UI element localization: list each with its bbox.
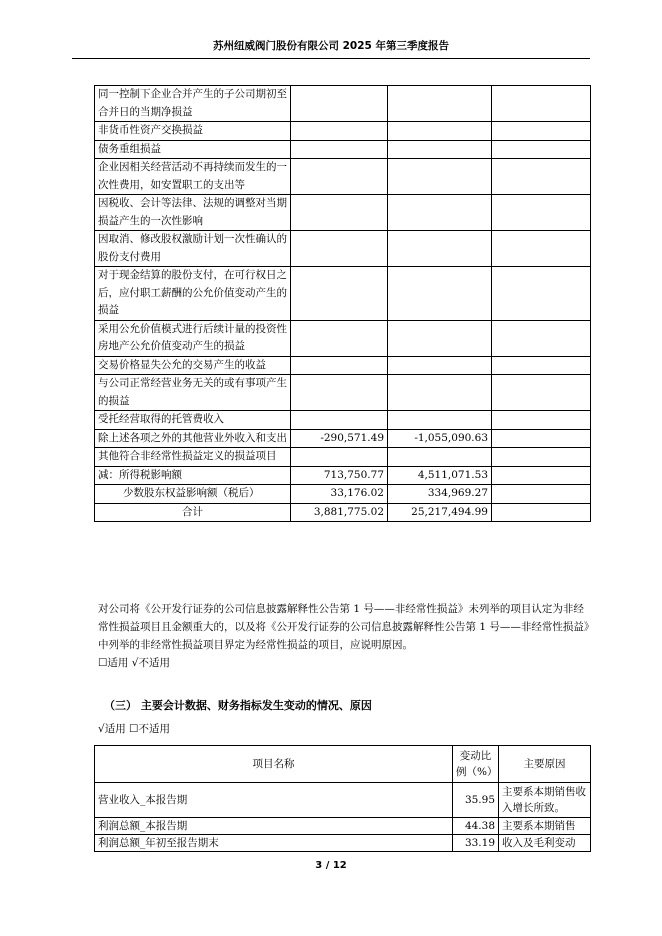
table-row bbox=[95, 122, 591, 141]
row-note bbox=[492, 466, 591, 485]
section-applicability-check: √适用 ☐不适用 bbox=[98, 723, 170, 735]
row-note bbox=[492, 356, 591, 375]
row-value-current bbox=[291, 267, 388, 321]
row-note bbox=[492, 231, 591, 267]
row-change-ratio: 35.95 bbox=[453, 783, 499, 818]
row-note bbox=[492, 429, 591, 448]
row-note bbox=[492, 503, 591, 522]
applicability-check: ☐适用 √不适用 bbox=[98, 657, 170, 669]
explanation-text: 对公司将《公开发行证券的公司信息披露解释性公告第 1 号——非经常性损益》未列举的项目认定为非经常性损益项目且金额重大的，以及将《公开发行证券的公司信息披露解释性公告第 1 号——非经常性损益》中列举的非经常性损益项目界定为经常性损益的项目，应说明原因。 bbox=[98, 603, 590, 651]
row-value-ytd: 334,969.27 bbox=[388, 485, 492, 504]
table-row bbox=[95, 503, 591, 522]
row-value-current bbox=[291, 140, 388, 159]
row-item-label: 因税收、会计等法律、法规的调整对当期损益产生的一次性影响 bbox=[95, 195, 291, 231]
row-item-label: 因取消、修改股权激励计划一次性确认的股份支付费用 bbox=[95, 231, 291, 267]
header-item-name: 项目名称 bbox=[95, 746, 453, 783]
row-item-label: 合计 bbox=[95, 503, 291, 522]
table-row bbox=[95, 411, 591, 430]
row-item-name: 利润总额_年初至报告期末 bbox=[95, 835, 453, 852]
row-note bbox=[492, 485, 591, 504]
row-note bbox=[492, 140, 591, 159]
table-row bbox=[95, 783, 591, 818]
table-row bbox=[95, 818, 591, 835]
table-row bbox=[95, 140, 591, 159]
row-main-reason: 主要系本期销售 bbox=[499, 818, 591, 835]
row-value-current bbox=[291, 411, 388, 430]
row-value-current bbox=[291, 320, 388, 356]
header-divider bbox=[72, 58, 590, 59]
row-value-current bbox=[291, 195, 388, 231]
row-value-ytd bbox=[388, 411, 492, 430]
row-item-label: 受托经营取得的托管费收入 bbox=[95, 411, 291, 430]
row-value-ytd bbox=[388, 86, 492, 122]
row-item-name: 营业收入_本报告期 bbox=[95, 783, 453, 818]
row-item-label: 企业因相关经营活动不再持续而发生的一次性费用，如安置职工的支出等 bbox=[95, 159, 291, 195]
table-row bbox=[95, 356, 591, 375]
row-item-label: 减：所得税影响额 bbox=[95, 466, 291, 485]
row-note bbox=[492, 267, 591, 321]
row-value-ytd: 4,511,071.53 bbox=[388, 466, 492, 485]
row-note bbox=[492, 122, 591, 141]
table-row bbox=[95, 86, 591, 122]
row-value-current bbox=[291, 448, 388, 467]
row-item-name: 利润总额_本报告期 bbox=[95, 818, 453, 835]
row-item-label: 债务重组损益 bbox=[95, 140, 291, 159]
row-item-label: 采用公允价值模式进行后续计量的投资性房地产公允价值变动产生的损益 bbox=[95, 320, 291, 356]
row-value-current: 713,750.77 bbox=[291, 466, 388, 485]
document-header: 苏州纽威阀门股份有限公司 2025 年第三季度报告 bbox=[212, 40, 450, 52]
row-value-ytd bbox=[388, 356, 492, 375]
row-note bbox=[492, 320, 591, 356]
row-value-current: 3,881,775.02 bbox=[291, 503, 388, 522]
row-value-current bbox=[291, 159, 388, 195]
row-value-current bbox=[291, 86, 388, 122]
row-note bbox=[492, 86, 591, 122]
row-value-current: -290,571.49 bbox=[291, 429, 388, 448]
row-item-label: 与公司正常经营业务无关的或有事项产生的损益 bbox=[95, 375, 291, 411]
row-value-ytd: -1,055,090.63 bbox=[388, 429, 492, 448]
row-value-current bbox=[291, 375, 388, 411]
row-main-reason: 收入及毛利变动 bbox=[499, 835, 591, 852]
row-value-ytd bbox=[388, 140, 492, 159]
table-row bbox=[95, 231, 591, 267]
table-row bbox=[95, 159, 591, 195]
section-title: （三） 主要会计数据、财务指标发生变动的情况、原因 bbox=[104, 699, 372, 712]
row-item-label: 对于现金结算的股份支付，在可行权日之后，应付职工薪酬的公允价值变动产生的损益 bbox=[95, 267, 291, 321]
header-change-ratio: 变动比例（%） bbox=[453, 746, 499, 783]
table-row bbox=[95, 375, 591, 411]
non-recurring-items-table bbox=[94, 85, 591, 522]
table-row bbox=[95, 267, 591, 321]
row-value-ytd bbox=[388, 320, 492, 356]
header-main-reason: 主要原因 bbox=[499, 746, 591, 783]
row-note bbox=[492, 195, 591, 231]
row-value-ytd: 25,217,494.99 bbox=[388, 503, 492, 522]
table-row bbox=[95, 448, 591, 467]
row-value-ytd bbox=[388, 195, 492, 231]
row-main-reason: 主要系本期销售收入增长所致。 bbox=[499, 783, 591, 818]
row-change-ratio: 33.19 bbox=[453, 835, 499, 852]
row-value-ytd bbox=[388, 375, 492, 411]
page-number: 3 / 12 bbox=[315, 860, 347, 871]
table-row bbox=[95, 429, 591, 448]
row-note bbox=[492, 448, 591, 467]
table-row bbox=[95, 835, 591, 852]
row-value-ytd bbox=[388, 448, 492, 467]
row-value-ytd bbox=[388, 122, 492, 141]
row-item-label: 交易价格显失公允的交易产生的收益 bbox=[95, 356, 291, 375]
row-value-current bbox=[291, 356, 388, 375]
row-value-ytd bbox=[388, 159, 492, 195]
row-note bbox=[492, 159, 591, 195]
row-value-current bbox=[291, 122, 388, 141]
table-row bbox=[95, 485, 591, 504]
row-value-ytd bbox=[388, 267, 492, 321]
explanation-block bbox=[98, 600, 592, 672]
row-note bbox=[492, 411, 591, 430]
row-value-ytd bbox=[388, 231, 492, 267]
row-note bbox=[492, 375, 591, 411]
row-item-label: 除上述各项之外的其他营业外收入和支出 bbox=[95, 429, 291, 448]
changes-table bbox=[94, 745, 591, 852]
row-item-label: 同一控制下企业合并产生的子公司期初至合并日的当期净损益 bbox=[95, 86, 291, 122]
row-item-label: 非货币性资产交换损益 bbox=[95, 122, 291, 141]
row-value-current: 33,176.02 bbox=[291, 485, 388, 504]
table-row bbox=[95, 195, 591, 231]
row-item-label: 其他符合非经常性损益定义的损益项目 bbox=[95, 448, 291, 467]
row-item-label: 少数股东权益影响额（税后） bbox=[95, 485, 291, 504]
table-row bbox=[95, 466, 591, 485]
table-header-row bbox=[95, 746, 591, 783]
table-row bbox=[95, 320, 591, 356]
row-value-current bbox=[291, 231, 388, 267]
row-change-ratio: 44.38 bbox=[453, 818, 499, 835]
